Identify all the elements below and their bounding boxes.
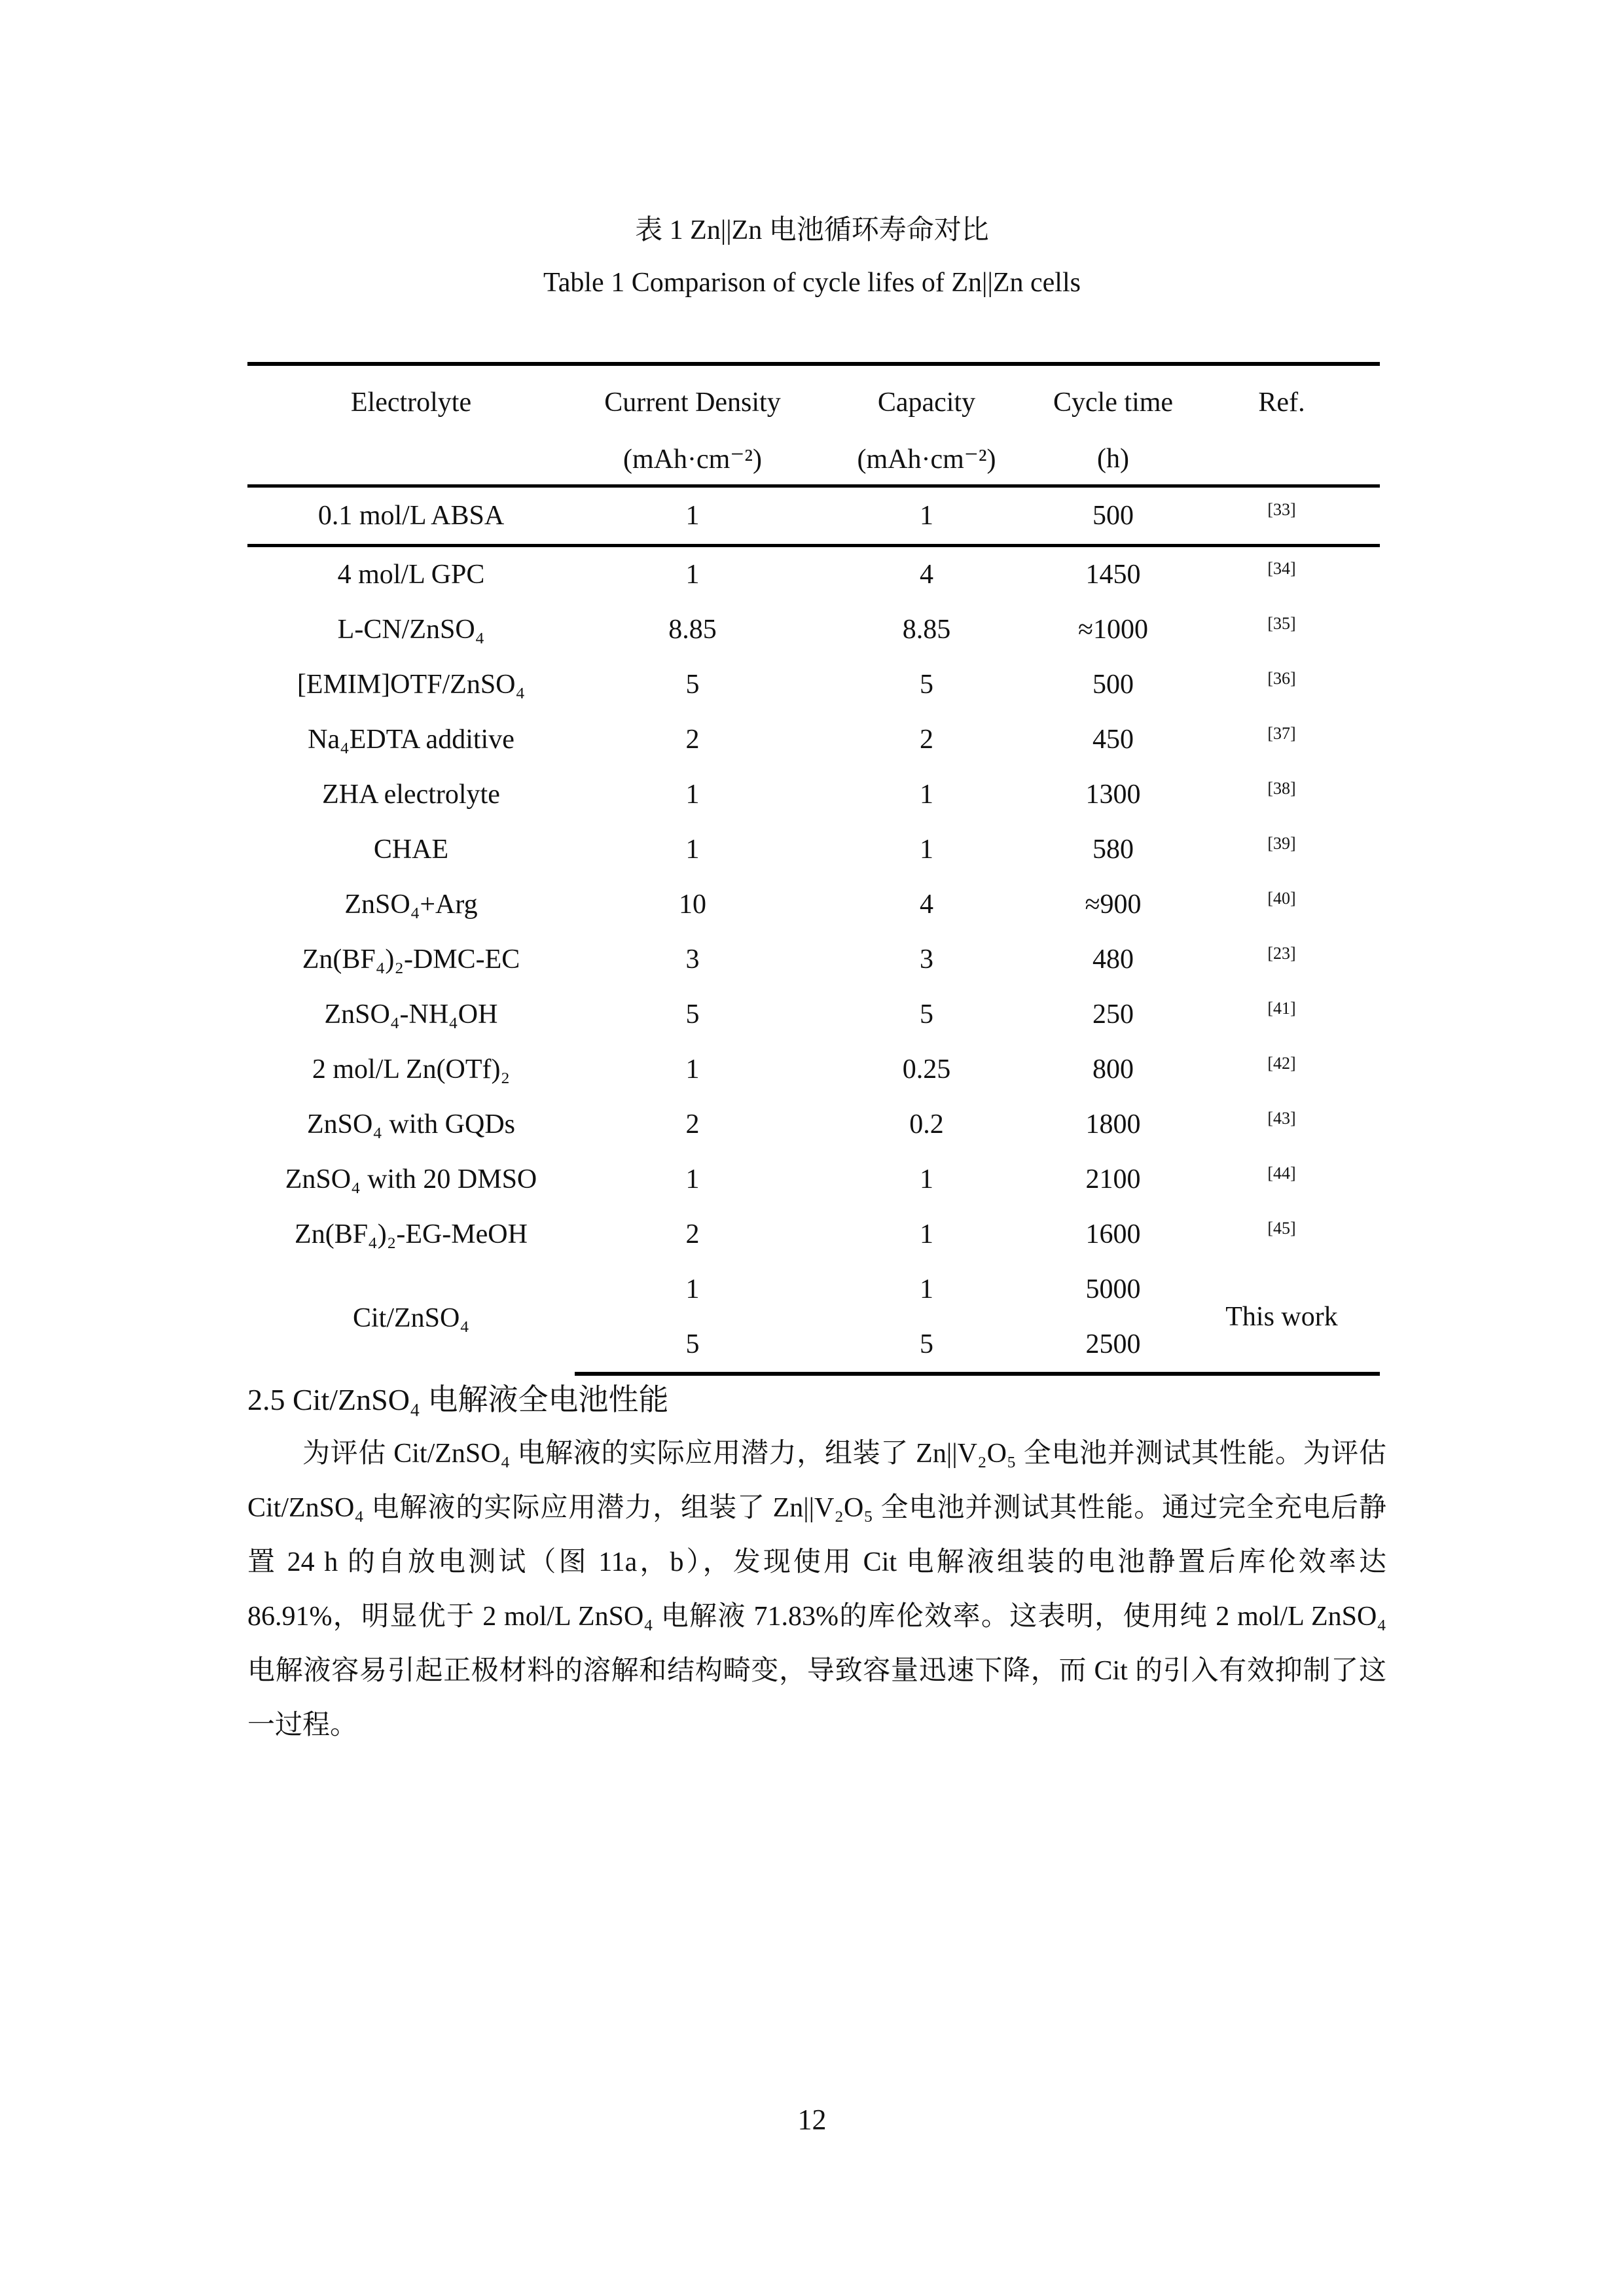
cell-current-density: 2 — [685, 1219, 700, 1249]
table-row-this-work — [247, 1262, 1380, 1317]
table-row — [247, 602, 1380, 657]
cell-ref: [41] — [1267, 999, 1296, 1018]
cell-electrolyte: Zn(BF₄)₂-EG-MeOH — [295, 1219, 528, 1249]
table-row — [247, 1042, 1380, 1097]
cell-capacity: 1 — [920, 780, 933, 810]
cell-current-density: 1 — [575, 486, 810, 546]
cell-current-density: 3 — [685, 944, 700, 975]
cell-capacity: 3 — [920, 944, 933, 975]
header-current-density-unit: (mAh·cm⁻²) — [575, 433, 810, 486]
table-row — [247, 1152, 1380, 1207]
cell-ref-this-work: This work — [1183, 1262, 1380, 1374]
cell-electrolyte: L-CN/ZnSO₄ — [337, 615, 485, 645]
cell-electrolyte: 2 mol/L Zn(OTf)₂ — [312, 1054, 511, 1085]
cell-electrolyte: ZnSO₄-NH₄OH — [324, 999, 498, 1030]
section-paragraph: 为评估 Cit/ZnSO₄ 电解液的实际应用潜力，组装了 Zn||V₂O₅ 全电池并测试其性能。为评估 Cit/ZnSO₄ 电解液的实际应用潜力，组装了 Zn||V₂O₅ 全电池并测试其性能。通过完全充电后静置 24 h 的自放电测试（图 11a，b），发现使用 Cit 电解液组装的电池静置后库伦效率达 86.91%，明显优于 2 mol/L ZnSO₄ 电解液 71.83%的库伦效率。这表明，使用纯 2 mol/L ZnSO₄ 电解液容易引起正极材料的溶解和结构畸变，导致容量迅速下降，而 Cit 的引入有效抑制了这一过程。 — [247, 1439, 1386, 1740]
cell-current-density: 1 — [685, 1164, 700, 1194]
cell-ref: [35] — [1267, 614, 1296, 633]
cell-ref: [33] — [1267, 500, 1296, 519]
cell-current-density: 1 — [685, 560, 700, 590]
cell-cycle-time: 1600 — [1085, 1219, 1141, 1249]
header-capacity: Capacity — [810, 364, 1043, 433]
cell-capacity: 0.2 — [909, 1109, 944, 1139]
header-electrolyte: Electrolyte — [247, 364, 575, 433]
header-cycle-time: Cycle time — [1043, 364, 1183, 433]
table-row — [247, 932, 1380, 987]
cell-electrolyte: 0.1 mol/L ABSA — [247, 486, 575, 546]
cell-capacity: 2 — [920, 725, 933, 755]
cell-cycle-time: 800 — [1092, 1054, 1134, 1085]
cell-cycle-time: 250 — [1092, 999, 1134, 1030]
cell-cycle-time: 1450 — [1085, 560, 1141, 590]
header-cycle-time-unit: (h) — [1043, 433, 1183, 486]
table-row — [247, 712, 1380, 767]
cell-electrolyte: ZnSO₄ with 20 DMSO — [285, 1164, 537, 1194]
cell-current-density: 1 — [685, 1274, 700, 1304]
header-ref: Ref. — [1183, 364, 1380, 433]
page-number: 12 — [797, 2104, 827, 2136]
table-header-row — [247, 364, 1380, 433]
cell-ref: [45] — [1267, 1219, 1296, 1238]
cell-cycle-time: 1300 — [1085, 780, 1141, 810]
cell-ref: [34] — [1267, 559, 1296, 578]
cell-electrolyte: ZnSO₄+Arg — [344, 889, 478, 920]
cell-capacity: 1 — [810, 486, 1043, 546]
cell-capacity: 8.85 — [902, 615, 951, 645]
cell-ref: [39] — [1267, 834, 1296, 853]
cell-capacity: 1 — [920, 1164, 933, 1194]
cell-ref: [36] — [1267, 669, 1296, 688]
table-row — [247, 486, 1380, 546]
cell-current-density: 5 — [575, 1317, 810, 1374]
cell-current-density: 2 — [685, 1109, 700, 1139]
cell-capacity: 1 — [920, 834, 933, 865]
cell-capacity: 5 — [920, 999, 933, 1030]
table-caption-en: Table 1 Comparison of cycle lifes of Zn||Zn cells — [543, 268, 1081, 298]
comparison-table — [247, 362, 1380, 1376]
cell-current-density: 5 — [685, 670, 700, 700]
cell-cycle-time: 500 — [1092, 670, 1134, 700]
header-capacity-unit: (mAh·cm⁻²) — [810, 433, 1043, 486]
cell-cycle-time: ≈900 — [1085, 889, 1142, 920]
cell-ref: [43] — [1267, 1109, 1296, 1128]
cell-current-density: 2 — [685, 725, 700, 755]
table-row — [247, 767, 1380, 822]
cell-cycle-time: 2500 — [1043, 1317, 1183, 1374]
cell-capacity: 4 — [920, 889, 933, 920]
cell-ref: [42] — [1267, 1054, 1296, 1073]
cell-cycle-time: 500 — [1043, 486, 1183, 546]
cell-ref: [40] — [1267, 889, 1296, 908]
cell-current-density: 8.85 — [668, 615, 717, 645]
cell-electrolyte: Zn(BF₄)₂-DMC-EC — [302, 944, 520, 975]
cell-current-density: 1 — [685, 780, 700, 810]
cell-electrolyte: Na₄EDTA additive — [308, 725, 514, 755]
table-row — [247, 546, 1380, 603]
cell-cycle-time: 5000 — [1085, 1274, 1141, 1304]
cell-current-density: 1 — [685, 834, 700, 865]
cell-capacity: 1 — [920, 1274, 933, 1304]
cell-capacity: 5 — [810, 1317, 1043, 1374]
cell-ref: [37] — [1267, 724, 1296, 743]
cell-electrolyte: ZHA electrolyte — [322, 780, 500, 810]
cell-cycle-time: 2100 — [1085, 1164, 1141, 1194]
cell-ref: [44] — [1267, 1164, 1296, 1183]
table-row — [247, 1097, 1380, 1152]
cell-cycle-time: 450 — [1092, 725, 1134, 755]
table-row — [247, 657, 1380, 712]
cell-ref: [38] — [1267, 779, 1296, 798]
table-row — [247, 822, 1380, 877]
cell-capacity: 5 — [920, 670, 933, 700]
cell-ref: [23] — [1267, 944, 1296, 963]
header-current-density: Current Density — [575, 364, 810, 433]
cell-current-density: 1 — [685, 1054, 700, 1085]
cell-capacity: 4 — [920, 560, 933, 590]
cell-cycle-time: 1800 — [1085, 1109, 1141, 1139]
cell-cycle-time: 480 — [1092, 944, 1134, 975]
cell-cycle-time: ≈1000 — [1077, 615, 1149, 645]
cell-current-density: 5 — [685, 999, 700, 1030]
table-row — [247, 1207, 1380, 1262]
section-title: 2.5 Cit/ZnSO₄ 电解液全电池性能 — [247, 1383, 669, 1416]
cell-capacity: 0.25 — [902, 1054, 951, 1085]
cell-electrolyte: 4 mol/L GPC — [337, 560, 485, 590]
cell-capacity: 1 — [920, 1219, 933, 1249]
cell-electrolyte-this-work: Cit/ZnSO₄ — [352, 1302, 469, 1333]
cell-electrolyte: ZnSO₄ with GQDs — [307, 1109, 515, 1139]
table-row — [247, 877, 1380, 932]
cell-current-density: 10 — [679, 889, 706, 920]
table-caption-cn: 表 1 Zn||Zn 电池循环寿命对比 — [635, 215, 989, 245]
cell-cycle-time: 580 — [1092, 834, 1134, 865]
cell-electrolyte: [EMIM]OTF/ZnSO₄ — [297, 670, 526, 700]
cell-electrolyte: CHAE — [373, 834, 449, 865]
table-header-units-row — [247, 433, 1380, 486]
table-row — [247, 987, 1380, 1042]
